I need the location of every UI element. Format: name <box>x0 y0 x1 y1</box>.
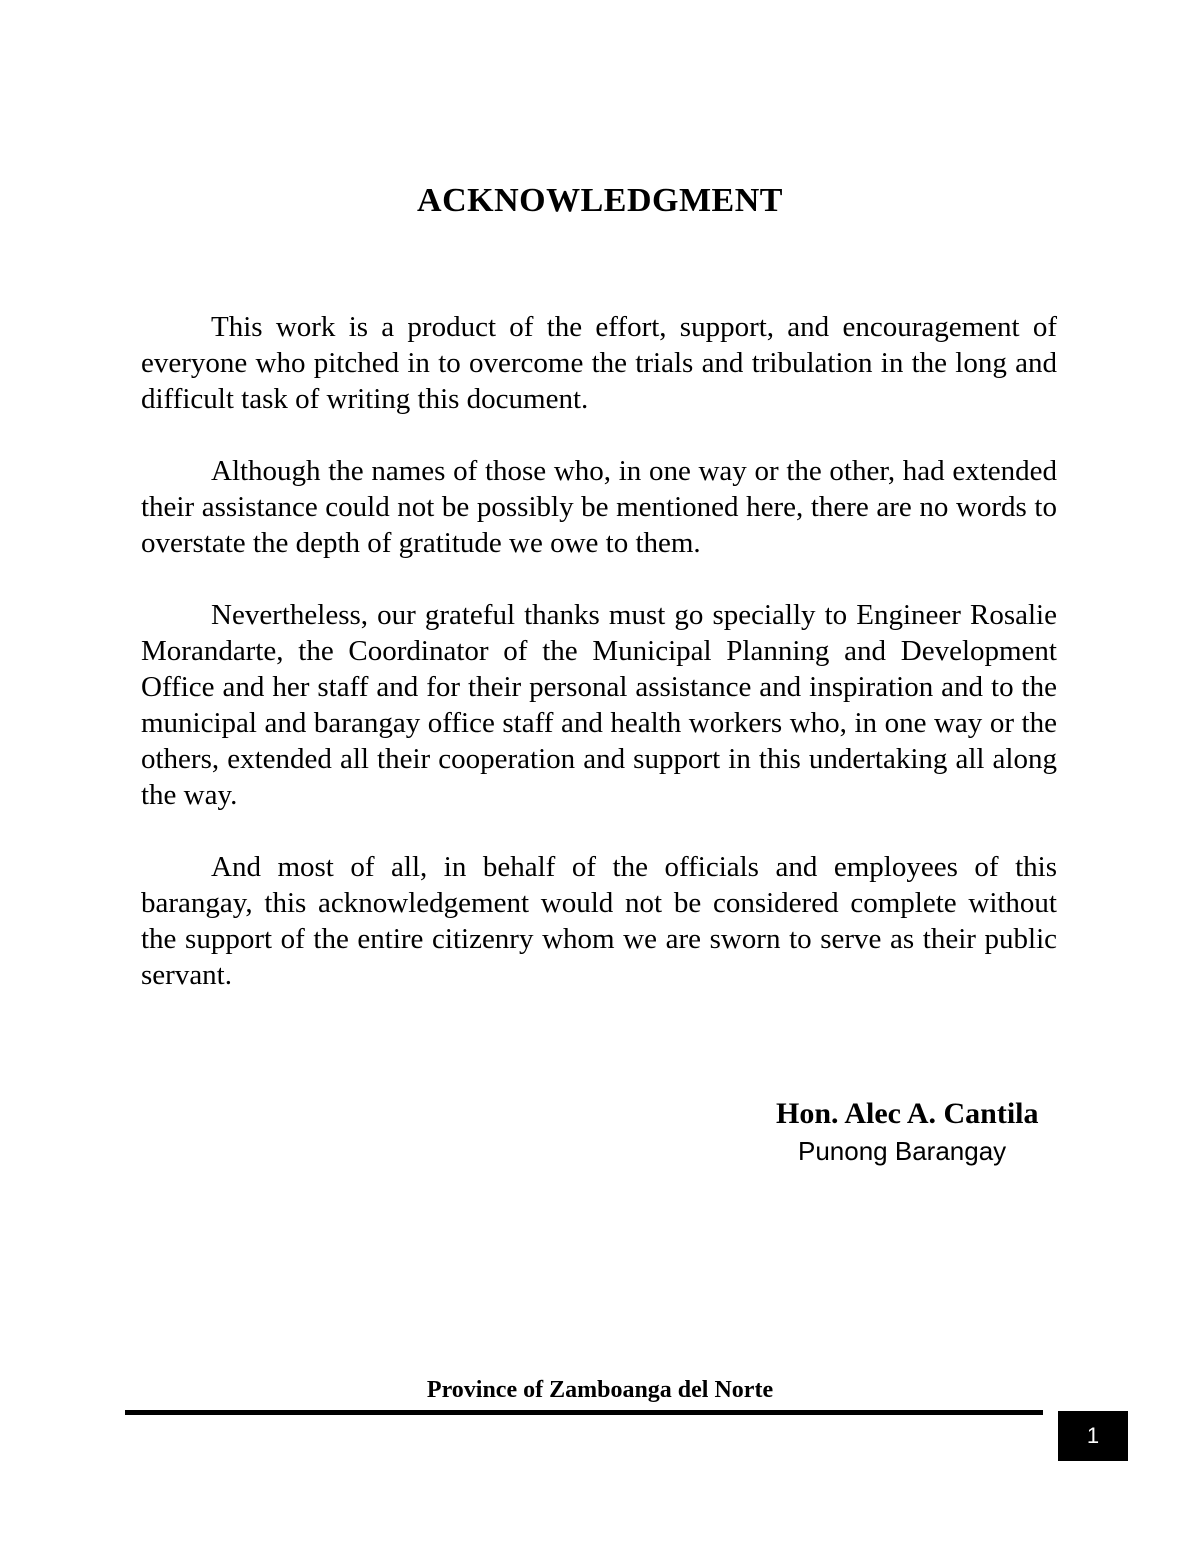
footer-province: Province of Zamboanga del Norte <box>426 1377 774 1403</box>
page-title: ACKNOWLEDGMENT <box>417 182 783 219</box>
paragraph-2: Although the names of those who, in one way or the other, had extended their assistance could not be possibly be mentioned here, there are no words to overstate the depth of gratitude we owe to them. <box>141 455 1057 559</box>
signature-block <box>760 1094 1070 1168</box>
paragraph-3: Nevertheless, our grateful thanks must go specially to Engineer Rosalie Morandarte, the Coordinator of the Municipal Planning and Development Office and her staff and for their personal assistance and inspiration and to the municipal and barangay office staff and health workers who, in one way or the others, extended all their cooperation and support in this undertaking all along the way. <box>141 599 1057 811</box>
page-number: 1 <box>1058 1411 1128 1461</box>
paragraph-1: This work is a product of the effort, support, and encouragement of everyone who pitched in to overcome the trials and tribulation in the long and difficult task of writing this document. <box>141 311 1057 415</box>
signatory-position: Punong Barangay <box>798 1136 1007 1166</box>
acknowledgment-body <box>141 309 1057 1029</box>
footer-divider <box>125 1410 1043 1415</box>
signatory-name: Hon. Alec A. Cantila <box>776 1097 1039 1130</box>
paragraph-4: And most of all, in behalf of the officials and employees of this barangay, this acknowledgement would not be considered complete without the support of the entire citizenry whom we are sworn to serve as their public servant. <box>141 851 1057 991</box>
